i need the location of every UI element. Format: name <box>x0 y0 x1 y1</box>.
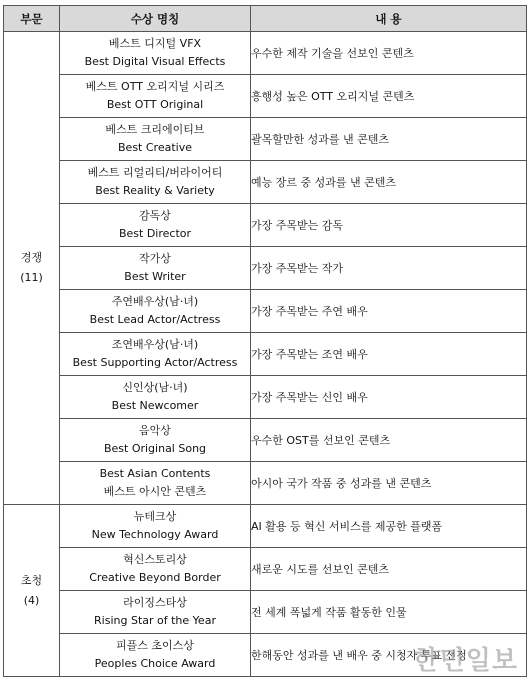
award-name-cell <box>60 462 251 505</box>
award-description: 아시아 국가 작품 중 성과를 낸 콘텐츠 <box>251 462 527 505</box>
award-description: 한해동안 성과를 낸 배우 중 시청자 투표 선정 <box>251 634 527 677</box>
award-name-line1: 신인상(남·녀) <box>122 381 188 394</box>
award-name-cell <box>60 376 251 419</box>
table-row <box>4 419 527 462</box>
award-description: 가장 주목받는 조연 배우 <box>251 333 527 376</box>
award-name-cell <box>60 591 251 634</box>
award-name-cell <box>60 161 251 204</box>
award-name-cell <box>60 32 251 75</box>
awards-body <box>4 32 527 677</box>
award-name-line1: 피플스 초이스상 <box>116 639 194 652</box>
award-name-line1: 조연배우상(남·녀) <box>111 338 199 351</box>
table-row <box>4 290 527 333</box>
header-content: 내 용 <box>251 6 527 32</box>
award-name-line1: 주연배우상(남·녀) <box>111 295 199 308</box>
award-description: 전 세계 폭넓게 작품 활동한 인물 <box>251 591 527 634</box>
division-cell <box>4 505 60 677</box>
award-name-cell <box>60 333 251 376</box>
award-name-line1: 베스트 리얼리티/버라이어티 <box>87 166 223 179</box>
award-name-cell <box>60 634 251 677</box>
division-label: 경쟁 <box>20 251 43 264</box>
award-name-cell <box>60 75 251 118</box>
award-name-line2: Best Newcomer <box>111 399 199 412</box>
division-cell <box>4 32 60 505</box>
table-row <box>4 333 527 376</box>
table-row <box>4 161 527 204</box>
award-description: 우수한 OST를 선보인 콘텐츠 <box>251 419 527 462</box>
award-description: 가장 주목받는 감독 <box>251 204 527 247</box>
award-name-line1: 음악상 <box>139 424 171 437</box>
award-name-line2: Best Lead Actor/Actress <box>89 313 221 326</box>
award-name-line2: 베스트 아시안 콘텐츠 <box>103 485 207 498</box>
award-name-line2: Best OTT Original <box>106 98 204 111</box>
award-name-cell <box>60 419 251 462</box>
award-name-cell <box>60 118 251 161</box>
award-name-cell <box>60 548 251 591</box>
table-row <box>4 118 527 161</box>
award-name-line2: Rising Star of the Year <box>94 614 216 627</box>
table-row <box>4 204 527 247</box>
division-count: (11) <box>20 271 43 284</box>
table-row <box>4 75 527 118</box>
award-description: 우수한 제작 기술을 선보인 콘텐츠 <box>251 32 527 75</box>
award-name-line1: Best Asian Contents <box>99 467 211 480</box>
table-row <box>4 505 527 548</box>
table-row <box>4 462 527 505</box>
award-name-cell <box>60 505 251 548</box>
award-name-line2: Best Supporting Actor/Actress <box>72 356 238 369</box>
header-division: 부문 <box>4 6 60 32</box>
award-description: 가장 주목받는 작가 <box>251 247 527 290</box>
award-name-line2: Best Director <box>118 227 192 240</box>
awards-table <box>3 5 527 677</box>
division-count: (4) <box>23 593 40 607</box>
award-name-line2: Peoples Choice Award <box>94 657 216 670</box>
award-name-line2: Creative Beyond Border <box>89 571 221 584</box>
award-name-line2: Best Original Song <box>103 442 207 455</box>
award-name-line1: 베스트 크리에이티브 <box>105 123 205 136</box>
award-name-cell <box>60 247 251 290</box>
award-name-line1: 뉴테크상 <box>133 510 177 523</box>
award-description: 괄목할만한 성과를 낸 콘텐츠 <box>251 118 527 161</box>
award-name-line2: New Technology Award <box>91 528 219 541</box>
award-description: 가장 주목받는 주연 배우 <box>251 290 527 333</box>
award-description: 예능 장르 중 성과를 낸 콘텐츠 <box>251 161 527 204</box>
table-row <box>4 247 527 290</box>
award-description: 가장 주목받는 신인 배우 <box>251 376 527 419</box>
award-name-line2: Best Creative <box>118 141 192 154</box>
watermark: 한민일보 <box>413 646 518 676</box>
division-label: 초청 <box>20 573 43 587</box>
award-name-line2: Best Digital Visual Effects <box>84 55 226 68</box>
award-name-line1: 베스트 디지털 VFX <box>108 37 202 50</box>
award-description: 흥행성 높은 OTT 오리지널 콘텐츠 <box>251 75 527 118</box>
award-name-line1: 베스트 OTT 오리지널 시리즈 <box>85 80 225 93</box>
table-row <box>4 591 527 634</box>
table-row <box>4 32 527 75</box>
award-name-cell <box>60 290 251 333</box>
award-name-line2: Best Writer <box>124 270 186 283</box>
award-name-cell <box>60 204 251 247</box>
award-name-line1: 혁신스토리상 <box>123 553 187 566</box>
header-award-name: 수상 명칭 <box>60 6 251 32</box>
award-description: 새로운 시도를 선보인 콘텐츠 <box>251 548 527 591</box>
table-row <box>4 376 527 419</box>
table-row <box>4 634 527 677</box>
award-description: AI 활용 등 혁신 서비스를 제공한 플랫폼 <box>251 505 527 548</box>
award-name-line1: 작가상 <box>139 252 171 265</box>
award-name-line1: 감독상 <box>139 209 171 222</box>
header-row <box>4 6 527 32</box>
award-name-line2: Best Reality & Variety <box>95 184 215 197</box>
award-name-line1: 라이징스타상 <box>123 596 187 609</box>
table-row <box>4 548 527 591</box>
